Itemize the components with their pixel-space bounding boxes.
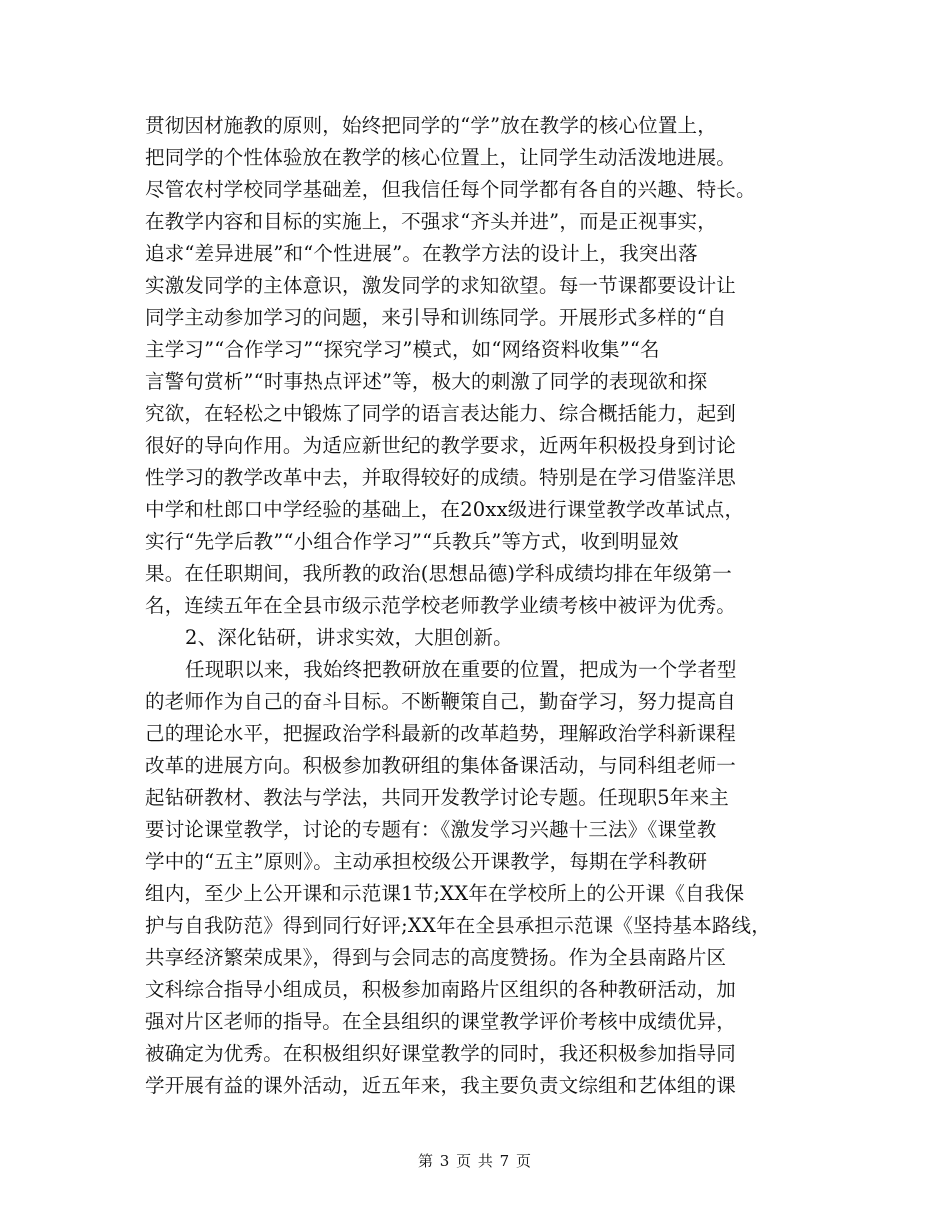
text-line: 共享经济繁荣成果》，得到与会同志的高度赞扬。作为全县南路片区 xyxy=(145,946,727,969)
text-line: 被确定为优秀。在积极组织好课堂教学的同时，我还积极参加指导同 xyxy=(145,1042,737,1065)
text-line: 言警句赏析”“时事热点评述”等，极大的刺激了同学的表现欲和探 xyxy=(145,370,708,393)
text-line: 文科综合指导小组成员，积极参加南路片区组织的各种教研活动，加 xyxy=(145,978,737,1001)
text-line: 的老师作为自己的奋斗目标。不断鞭策自己，勤奋学习，努力提高自 xyxy=(145,690,737,713)
text-line: 实激发同学的主体意识，激发同学的求知欲望。每一节课都要设计让 xyxy=(145,274,737,297)
text-line: 追求“差异进展”和“个性进展”。在教学方法的设计上，我突出落 xyxy=(145,242,698,265)
text-line: 中学和杜郎口中学经验的基础上，在20xx级进行课堂教学改革试点， xyxy=(145,498,745,521)
text-line: 己的理论水平，把握政治学科最新的改革趋势，理解政治学科新课程 xyxy=(145,722,737,745)
text-line: 要讨论课堂教学，讨论的专题有：《激发学习兴趣十三法》《课堂教 xyxy=(145,818,717,841)
body-text xyxy=(145,110,845,1102)
text-line: 名，连续五年在全县市级示范学校老师教学业绩考核中被评为优秀。 xyxy=(145,594,737,617)
text-line: 把同学的个性体验放在教学的核心位置上，让同学生动活泼地进展。 xyxy=(145,146,737,169)
paragraph-start-line: 任现职以来，我始终把教研放在重要的位置，把成为一个学者型 xyxy=(185,658,737,681)
text-line: 尽管农村学校同学基础差，但我信任每个同学都有各自的兴趣、特长。 xyxy=(145,178,756,201)
text-line: 学中的“五主”原则》。主动承担校级公开课教学，每期在学科教研 xyxy=(145,850,708,873)
text-line: 学开展有益的课外活动，近五年来，我主要负责文综组和艺体组的课 xyxy=(145,1074,737,1097)
text-line: 组内，至少上公开课和示范课1节;XX年在学校所上的公开课《自我保 xyxy=(145,882,745,905)
text-line: 改革的进展方向。积极参加教研组的集体备课活动，与同科组老师一 xyxy=(145,754,737,777)
text-line: 同学主动参加学习的问题，来引导和训练同学。开展形式多样的“自 xyxy=(145,306,727,329)
text-line: 究欲，在轻松之中锻炼了同学的语言表达能力、综合概括能力，起到 xyxy=(145,402,737,425)
text-line: 贯彻因材施教的原则，始终把同学的“学”放在教学的核心位置上， xyxy=(145,114,717,137)
text-line: 实行“先学后教”“小组合作学习”“兵教兵”等方式，收到明显效 xyxy=(145,530,679,553)
text-line: 很好的导向作用。为适应新世纪的教学要求，近两年积极投身到讨论 xyxy=(145,434,737,457)
text-line: 果。在任职期间，我所教的政治(思想品德)学科成绩均排在年级第一 xyxy=(145,562,732,585)
section-heading: 2、深化钻研，讲求实效，大胆创新。 xyxy=(185,626,513,649)
text-line: 护与自我防范》得到同行好评;XX年在全县承担示范课《坚持基本路线， xyxy=(145,914,771,937)
page-number-footer: 第 3 页 共 7 页 xyxy=(418,1152,532,1170)
text-line: 在教学内容和目标的实施上，不强求“齐头并进”，而是正视事实， xyxy=(145,210,717,233)
text-line: 主学习”“合作学习”“探究学习”模式，如“网络资料收集”“名 xyxy=(145,338,660,361)
text-line: 强对片区老师的指导。在全县组织的课堂教学评价考核中成绩优异， xyxy=(145,1010,737,1033)
text-line: 起钻研教材、教法与学法，共同开发教学讨论专题。任现职5年来主 xyxy=(145,786,729,809)
text-line: 性学习的教学改革中去，并取得较好的成绩。特别是在学习借鉴洋思 xyxy=(145,466,737,489)
